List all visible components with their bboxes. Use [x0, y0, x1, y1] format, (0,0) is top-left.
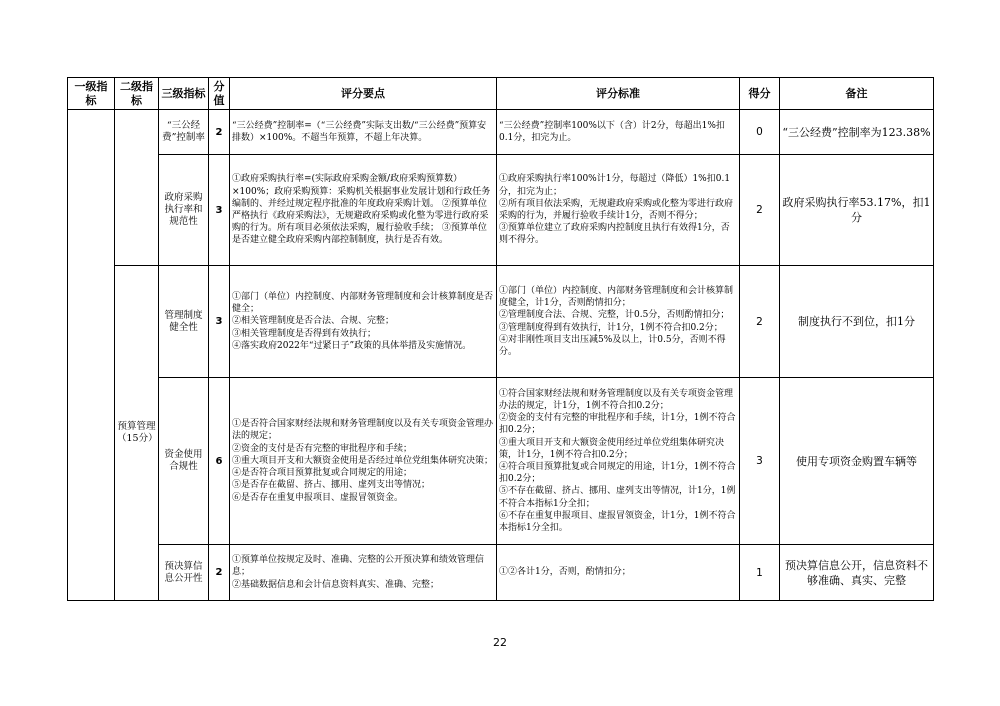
criteria-line: ⑥不存在重复申报项目、虚报冒领资金，计1分，1例不符合本指标1分全扣。	[499, 510, 736, 534]
level1-cell	[68, 110, 115, 601]
level3-cell: 政府采购执行率和规范性	[159, 155, 209, 266]
key-point-line: ①部门（单位）内控制度、内部财务管理制度和会计核算制度是否健全；	[232, 291, 494, 315]
level3-cell: 管理制度健全性	[159, 266, 209, 378]
level2-cell: 预算管理（15分）	[115, 266, 159, 601]
criteria-line: ①②各计1分，否则，酌情扣分；	[499, 567, 631, 578]
criteria-cell	[497, 378, 740, 545]
key-points-cell	[230, 155, 497, 266]
page-number: 22	[493, 636, 507, 649]
header-level1: 一级指标	[68, 78, 115, 110]
key-points-cell	[230, 266, 497, 378]
criteria-line: ④对非刚性项目支出压减5%及以上，计0.5分，否则不得分。	[499, 334, 726, 357]
key-point-line: ③重大项目开支和大额资金使用是否经过单位党组集体研究决策；	[232, 455, 494, 466]
criteria-line: ③预算单位建立了政府采购内控制度且执行有效得1分，否则不得分。	[499, 223, 730, 246]
points-cell: 3	[209, 155, 230, 266]
header-criteria: 评分标准	[497, 78, 740, 110]
criteria-line: ②资金的支付有完整的审批程序和手续，计1分，1例不符合扣0.2分；	[499, 413, 736, 436]
key-point-line: ①是否符合国家财经法规和财务管理制度以及有关专项资金管理办法的规定；	[232, 419, 494, 442]
evaluation-table	[67, 77, 934, 601]
criteria-line: ②管理制度合法、合规、完整，计0.5分，否则酌情扣分；	[499, 310, 730, 321]
key-point-line: ⑤是否存在截留、挤占、挪用、虚列支出等情况；	[232, 480, 431, 491]
key-point-line: ②资金的支付是否有完整的审批程序和手续；	[232, 443, 413, 454]
header-points: 分值	[209, 78, 230, 110]
notes-cell: “三公经费”控制率为123.38%	[780, 110, 934, 155]
notes-cell: 使用专项资金购置车辆等	[780, 378, 934, 545]
criteria-line: ①政府采购执行率100%计1分，每超过（降低）1%扣0.1分，扣完为止；	[499, 174, 731, 197]
points-cell: 3	[209, 266, 230, 378]
criteria-cell	[497, 545, 740, 601]
table-row	[68, 378, 934, 545]
criteria-line: ①符合国家财经法规和财务管理制度以及有关专项资金管理办法的规定，计1分，1例不符合扣0.2分；	[499, 388, 734, 411]
criteria-line: ②所有项目依法采购，无规避政府采购或化整为零进行政府采购的行为，并履行验收手续计1分，否则不得分；	[499, 198, 734, 221]
criteria-line: ③管理制度得到有效执行，计1分，1例不符合扣0.2分；	[499, 322, 723, 333]
criteria-cell	[497, 155, 740, 266]
notes-cell: 制度执行不到位，扣1分	[780, 266, 934, 378]
key-point-line: “三公经费”控制率=（“三公经费”实际支出数/“三公经费”预算安排数）×100%。不超当年预算，不超上年决算。	[232, 120, 487, 143]
criteria-cell	[497, 110, 740, 155]
criteria-cell	[497, 266, 740, 378]
score-cell: 2	[740, 266, 780, 378]
score-cell: 0	[740, 110, 780, 155]
header-score: 得分	[740, 78, 780, 110]
table-row	[68, 545, 934, 601]
key-point-line: ①政府采购执行率=(实际政府采购金额/政府采购预算数）×100%；政府采购预算：采购机关根据事业发展计划和行政任务编制的、并经过规定程序批准的年度政府采购计划。 ②预算单位严格执行《政府采购法》，无规避政府采购或化整为零进行政府采购的行为。所有项目必须依法采购，履行验收手续； ③预算单位是否建立健全政府采购内部控制制度，执行是否有效。	[232, 174, 491, 246]
level3-cell: 资金使用合规性	[159, 378, 209, 545]
key-point-line: ②相关管理制度是否合法、合规、完整；	[232, 316, 395, 327]
key-points-cell	[230, 378, 497, 545]
header-level2: 二级指标	[115, 78, 159, 110]
header-level3: 三级指标	[159, 78, 209, 110]
key-point-line: ⑥是否存在重复申报项目、虚报冒领资金。	[232, 492, 404, 503]
criteria-line: ①部门（单位）内控制度、内部财务管理制度和会计核算制度健全，计1分，否则酌情扣分；	[499, 285, 734, 309]
table-row	[68, 110, 934, 155]
key-point-line: ④落实政府2022年“过紧日子”政策的具体举措及实施情况。	[232, 340, 472, 351]
criteria-line: ③重大项目开支和大额资金使用经过单位党组集体研究决策，计1分，1例不符合扣0.2分；	[499, 437, 725, 460]
notes-cell: 政府采购执行率53.17%，扣1分	[780, 155, 934, 266]
score-cell: 3	[740, 378, 780, 545]
criteria-line: ④符合项目预算批复或合同规定的用途，计1分，1例不符合扣0.2分；	[499, 462, 736, 485]
key-point-line: ①预算单位按规定及时、准确、完整的公开预决算和绩效管理信息；	[232, 555, 485, 578]
points-cell: 2	[209, 110, 230, 155]
criteria-line: ⑤不存在截留、挤占、挪用、虚列支出等情况，计1分，1例不符合本指标1分全扣；	[499, 486, 736, 509]
score-cell: 1	[740, 545, 780, 601]
header-key-points: 评分要点	[230, 78, 497, 110]
key-points-cell	[230, 545, 497, 601]
level3-cell: “三公经费”控制率	[159, 110, 209, 155]
level3-cell: 预决算信息公开性	[159, 545, 209, 601]
key-point-line: ②基础数据信息和会计信息资料真实、准确、完整；	[232, 579, 440, 590]
header-notes: 备注	[780, 78, 934, 110]
points-cell: 6	[209, 378, 230, 545]
key-point-line: ③相关管理制度是否得到有效执行；	[232, 328, 377, 339]
table-row	[68, 266, 934, 378]
key-points-cell	[230, 110, 497, 155]
level2-cell-empty	[115, 110, 159, 266]
notes-cell: 预决算信息公开，信息资料不够准确、真实、完整	[780, 545, 934, 601]
score-cell: 2	[740, 155, 780, 266]
table-row	[68, 155, 934, 266]
header-row	[68, 78, 934, 110]
key-point-line: ④是否符合项目预算批复或合同规定的用途；	[232, 468, 413, 479]
points-cell: 2	[209, 545, 230, 601]
criteria-line: “三公经费”控制率100%以下（含）计2分，每超出1%扣0.1分，扣完为止。	[499, 120, 725, 143]
